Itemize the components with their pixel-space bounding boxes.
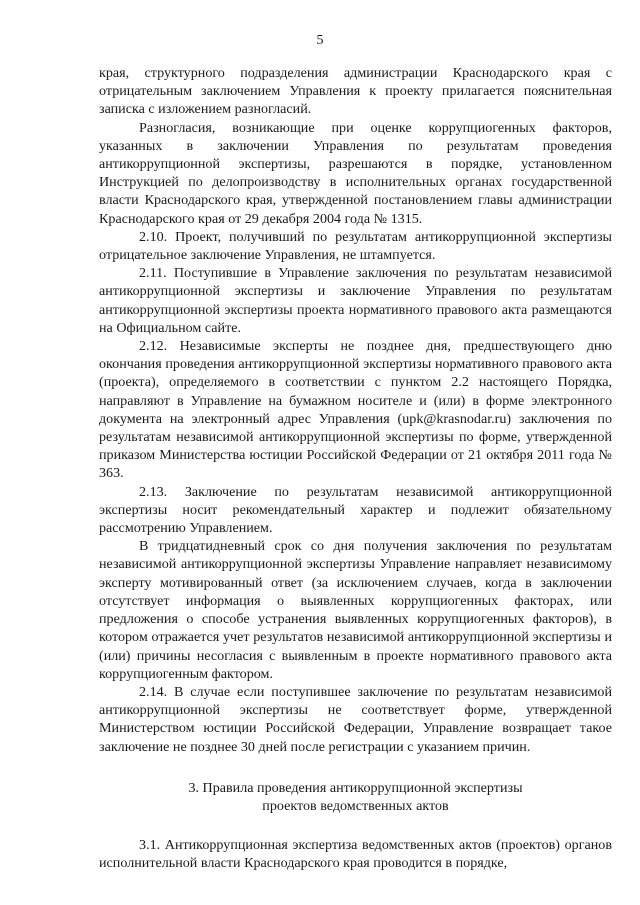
paragraph-2-10: 2.10. Проект, получивший по результатам антикоррупционной экспертизы отрицательное заключение Управления, не штампуется. bbox=[99, 228, 612, 264]
paragraph-2-11: 2.11. Поступившие в Управление заключения по результатам независимой антикоррупционной экспертизы и заключение Управления по результатам антикоррупционной экспертизы проекта нормативного правового акта размещаются на Официальном сайте. bbox=[99, 265, 612, 336]
section-heading-line-1: 3. Правила проведения антикоррупционной экспертизы bbox=[188, 779, 523, 796]
section-heading bbox=[99, 779, 612, 815]
paragraph-thirty-day-term: В тридцатидневный срок со дня получения заключения по результатам независимой антикоррупционной экспертизы Управление направляет независимому эксперту мотивированный ответ (за исключением случаев, когда в заключении отсутствует информация о выявленных коррупциогенных факторах, или предложения о способе устранения выявленных коррупциогенных факторов), в котором отражается учет результатов независимой антикоррупционной экспертизы и (или) причины несогласия с выявленным в проекте нормативного правового акта коррупциогенным фактором. bbox=[99, 538, 612, 682]
document-body bbox=[99, 64, 612, 873]
section-heading-line-2: проектов ведомственных актов bbox=[262, 797, 449, 814]
page-number: 5 bbox=[316, 33, 324, 48]
paragraph-2-12: 2.12. Независимые эксперты не позднее дня, предшествующего дню окончания проведения антикоррупционной экспертизы нормативного правового акта (проекта), определяемого в соответствии с пунктом 2.2 настоящего Порядка, направляют в Управление на бумажном носителе и (или) в форме электронного документа на электронный адрес Управления (upk@krasnodar.ru) заключения по результатам независимой антикоррупционной экспертизы по форме, утвержденной приказом Министерства юстиции Российской Федерации от 21 октября 2011 года № 363. bbox=[99, 338, 612, 482]
paragraph-2-14: 2.14. В случае если поступившее заключение по результатам независимой антикоррупционной экспертизы не соответствует форме, утвержденной Министерством юстиции Российской Федерации, Управление возвращает такое заключение не позднее 30 дней после регистрации с указанием причин. bbox=[99, 683, 612, 755]
paragraph-2-13: 2.13. Заключение по результатам независимой антикоррупционной экспертизы носит рекомендательный характер и подлежит обязательному рассмотрению Управлением. bbox=[99, 483, 612, 537]
paragraph-continuation: края, структурного подразделения администрации Краснодарского края с отрицательным заключением Управления к проекту прилагается пояснительная записка с изложением разногласий. bbox=[99, 65, 612, 118]
paragraph-disagreements: Разногласия, возникающие при оценке коррупциогенных факторов, указанных в заключении Управления по результатам проведения антикоррупционной экспертизы, разрешаются в порядке, установленном Инструкцией по делопроизводству в исполнительных органах государственной власти Краснодарского края, утвержденной постановлением главы администрации Краснодарского края от 29 декабря 2004 года № 1315. bbox=[99, 119, 612, 227]
paragraph-3-1: 3.1. Антикоррупционная экспертиза ведомственных актов (проектов) органов исполнительной власти Краснодарского края проводится в порядке, bbox=[99, 837, 612, 872]
